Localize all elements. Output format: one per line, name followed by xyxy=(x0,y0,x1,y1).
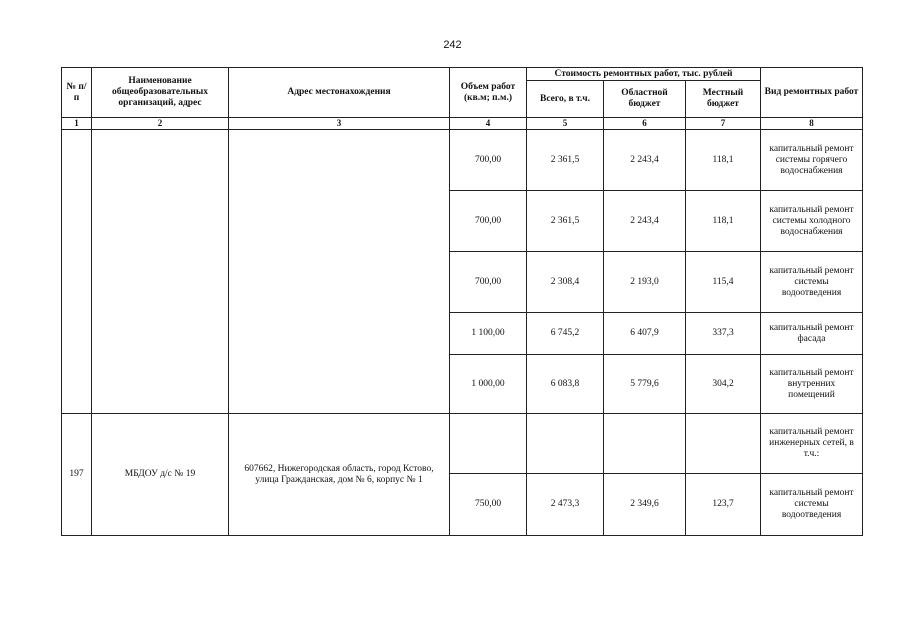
volume-cell: 700,00 xyxy=(450,191,527,252)
total-cell: 2 361,5 xyxy=(527,191,604,252)
column-number: 8 xyxy=(761,118,863,130)
row-number: 197 xyxy=(62,414,92,536)
table-row xyxy=(62,130,863,191)
header-regional: Областной бюджет xyxy=(604,81,686,118)
local-cell: 118,1 xyxy=(686,191,761,252)
regional-cell: 2 193,0 xyxy=(604,252,686,313)
volume-cell: 700,00 xyxy=(450,252,527,313)
regional-cell: 2 243,4 xyxy=(604,191,686,252)
organization-address: 607662, Нижегородская область, город Кстово, улица Гражданская, дом № 6, корпус № 1 xyxy=(229,414,450,536)
work-type-cell: капитальный ремонт системы водоотведения xyxy=(761,474,863,536)
header-work-type: Вид ремонтных работ xyxy=(761,68,863,118)
regional-cell: 2 243,4 xyxy=(604,130,686,191)
column-number: 3 xyxy=(229,118,450,130)
regional-cell: 6 407,9 xyxy=(604,313,686,355)
regional-cell xyxy=(604,414,686,474)
total-cell: 6 083,8 xyxy=(527,355,604,414)
local-cell: 118,1 xyxy=(686,130,761,191)
header-no: № п/п xyxy=(62,68,92,118)
header-cost-group: Стоимость ремонтных работ, тыс. рублей xyxy=(527,68,761,81)
volume-cell: 1 000,00 xyxy=(450,355,527,414)
row-name-empty xyxy=(92,130,229,414)
regional-cell: 2 349,6 xyxy=(604,474,686,536)
regional-cell: 5 779,6 xyxy=(604,355,686,414)
header-name: Наименование общеобразовательных организаций, адрес xyxy=(92,68,229,118)
work-type-cell: капитальный ремонт внутренних помещений xyxy=(761,355,863,414)
page-number: 242 xyxy=(443,39,462,51)
total-cell: 2 473,3 xyxy=(527,474,604,536)
total-cell: 2 361,5 xyxy=(527,130,604,191)
total-cell: 6 745,2 xyxy=(527,313,604,355)
header-total: Всего, в т.ч. xyxy=(527,81,604,118)
local-cell: 123,7 xyxy=(686,474,761,536)
volume-cell: 700,00 xyxy=(450,130,527,191)
column-number: 6 xyxy=(604,118,686,130)
column-number-row xyxy=(62,118,863,130)
total-cell xyxy=(527,414,604,474)
table-row xyxy=(62,414,863,474)
column-number: 2 xyxy=(92,118,229,130)
work-type-cell: капитальный ремонт инженерных сетей, в т.ч.: xyxy=(761,414,863,474)
total-cell: 2 308,4 xyxy=(527,252,604,313)
column-number: 7 xyxy=(686,118,761,130)
work-type-cell: капитальный ремонт системы холодного водоснабжения xyxy=(761,191,863,252)
header-volume: Объем работ (кв.м; п.м.) xyxy=(450,68,527,118)
row-no-empty xyxy=(62,130,92,414)
repair-cost-table xyxy=(61,67,863,536)
row-address-empty xyxy=(229,130,450,414)
work-type-cell: капитальный ремонт системы водоотведения xyxy=(761,252,863,313)
column-number: 4 xyxy=(450,118,527,130)
organization-name: МБДОУ д/с № 19 xyxy=(92,414,229,536)
local-cell: 115,4 xyxy=(686,252,761,313)
column-number: 5 xyxy=(527,118,604,130)
column-number: 1 xyxy=(62,118,92,130)
volume-cell: 1 100,00 xyxy=(450,313,527,355)
volume-cell xyxy=(450,414,527,474)
header-local: Местный бюджет xyxy=(686,81,761,118)
work-type-cell: капитальный ремонт фасада xyxy=(761,313,863,355)
local-cell xyxy=(686,414,761,474)
volume-cell: 750,00 xyxy=(450,474,527,536)
header-address: Адрес местонахождения xyxy=(229,68,450,118)
header-row-top xyxy=(62,68,863,81)
work-type-cell: капитальный ремонт системы горячего водоснабжения xyxy=(761,130,863,191)
local-cell: 304,2 xyxy=(686,355,761,414)
local-cell: 337,3 xyxy=(686,313,761,355)
